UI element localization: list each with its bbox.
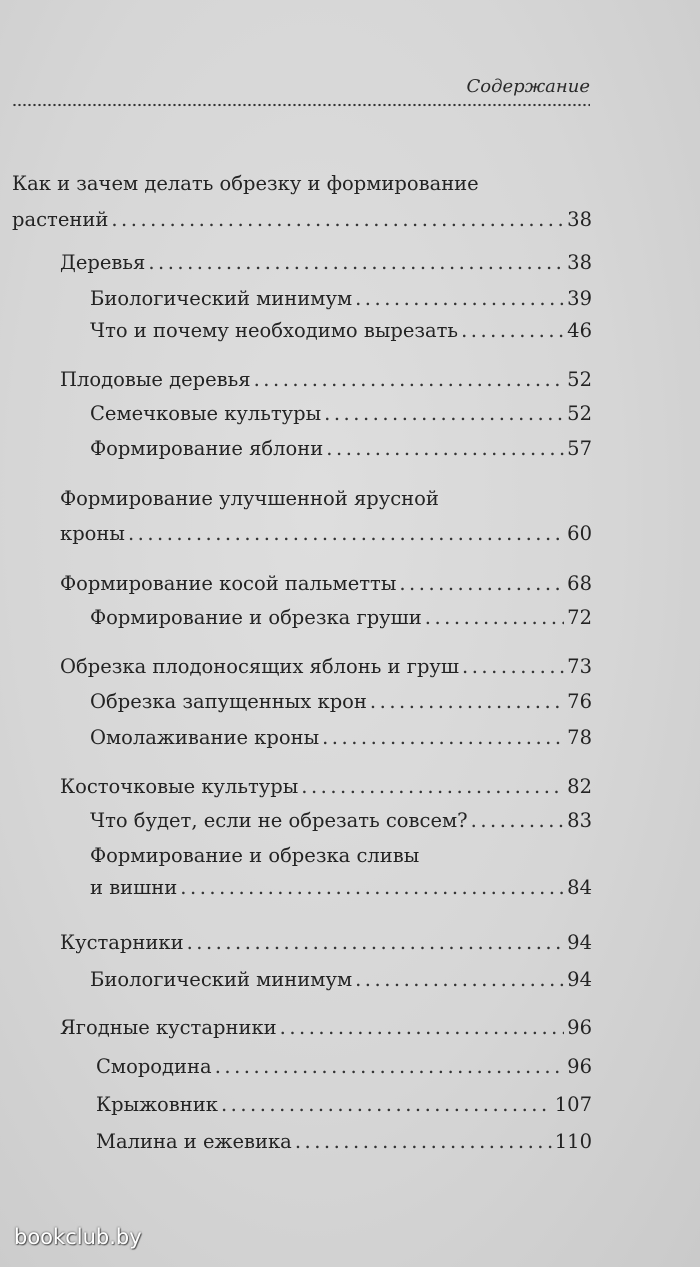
toc-entry-title: Косточковые культуры [60,775,299,798]
toc-entry-title: Обрезка плодоносящих яблонь и груш [60,655,460,678]
leader-dots [180,870,564,906]
toc-page-number: 38 [567,208,592,231]
toc-entry-title: Формирование и обрезка груши [90,606,422,629]
toc-entry[interactable] [90,684,592,720]
toc-entry-title: Формирование яблони [90,437,324,460]
toc-entry-title: растений [12,208,109,231]
leader-dots [425,600,564,636]
toc-entry-line: Как и зачем делать обрезку и формирование [12,172,479,195]
toc-page-number: 82 [567,775,592,798]
toc-page-number: 68 [567,572,592,595]
leader-dots [471,803,565,839]
toc-page-number: 52 [567,402,592,425]
toc-entry[interactable] [96,1049,592,1085]
running-header-title: Содержание [466,76,590,97]
watermark-text: bookclub.by [14,1225,142,1249]
toc-entry-title: Что будет, если не обрезать совсем? [90,809,468,832]
toc-entry-title: Биологический минимум [90,968,353,991]
leader-dots [187,925,565,961]
toc-page-number: 96 [567,1016,592,1039]
toc-entry-title: Деревья [60,251,146,274]
toc-page-number: 110 [554,1130,592,1153]
leader-dots [355,281,564,317]
toc-entry[interactable] [90,431,592,467]
toc-entry[interactable] [60,362,592,398]
toc-entry-title: Семечковые культуры [90,402,322,425]
toc-entry-title: Смородина [96,1055,212,1078]
toc-entry[interactable] [12,202,592,238]
leader-dots [355,962,564,998]
leader-dots [295,1124,552,1160]
toc-entry[interactable] [60,245,592,281]
toc-entry[interactable] [60,566,592,602]
toc-entry-line: Формирование улучшенной ярусной [60,487,439,510]
toc-entry-title: Что и почему необходимо вырезать [90,319,459,342]
leader-dots [399,566,564,602]
toc-page-number: 84 [567,876,592,899]
toc-entry-title: Ягодные кустарники [60,1016,277,1039]
toc-page-number: 94 [567,968,592,991]
toc-entry[interactable] [90,720,592,756]
toc-entry[interactable] [90,803,592,839]
toc-entry[interactable] [90,600,592,636]
toc-page-number: 76 [567,690,592,713]
toc-page-number: 52 [567,368,592,391]
toc-entry-title: Малина и ежевика [96,1130,292,1153]
leader-dots [326,431,564,467]
toc-entry[interactable] [90,870,592,906]
leader-dots [215,1049,564,1085]
toc-entry[interactable] [60,649,592,685]
leader-dots [322,720,564,756]
toc-entry-title: Крыжовник [96,1093,218,1116]
toc-entry[interactable] [96,1087,592,1123]
toc-page-number: 46 [567,319,592,342]
toc-entry[interactable] [60,925,592,961]
leader-dots [280,1010,565,1046]
toc-entry[interactable] [96,1124,592,1160]
leader-dots [462,649,564,685]
toc-entry[interactable] [90,962,592,998]
leader-dots [148,245,564,281]
toc-entry[interactable] [60,769,592,805]
toc-page-number: 73 [567,655,592,678]
toc-page-number: 83 [567,809,592,832]
toc-entry[interactable] [90,281,592,317]
toc-entry[interactable] [60,1010,592,1046]
leader-dots [128,516,564,552]
toc-page-number: 72 [567,606,592,629]
toc-page-number: 39 [567,287,592,310]
toc-entry-title: и вишни [90,876,178,899]
leader-dots [301,769,564,805]
toc-entry[interactable] [90,313,592,349]
toc-entry[interactable] [90,396,592,432]
leader-dots [370,684,564,720]
leader-dots [111,202,564,238]
toc-page-number: 94 [567,931,592,954]
toc-entry-title: Обрезка запущенных крон [90,690,367,713]
toc-page-number: 60 [567,522,592,545]
toc-page-number: 38 [567,251,592,274]
toc-entry-title: кроны [60,522,125,545]
toc-page-number: 78 [567,726,592,749]
leader-dots [254,362,565,398]
toc-page-number: 107 [554,1093,592,1116]
toc-entry-line: Формирование и обрезка сливы [90,844,420,867]
leader-dots [461,313,564,349]
toc-entry-title: Формирование косой пальметты [60,572,397,595]
toc-entry[interactable] [60,516,592,552]
toc-entry-title: Омолаживание кроны [90,726,320,749]
toc-entry-title: Плодовые деревья [60,368,251,391]
toc-entry-title: Биологический минимум [90,287,353,310]
toc-entry-title: Кустарники [60,931,184,954]
toc-page-number: 57 [567,437,592,460]
leader-dots [221,1087,552,1123]
toc-page-number: 96 [567,1055,592,1078]
leader-dots [324,396,564,432]
